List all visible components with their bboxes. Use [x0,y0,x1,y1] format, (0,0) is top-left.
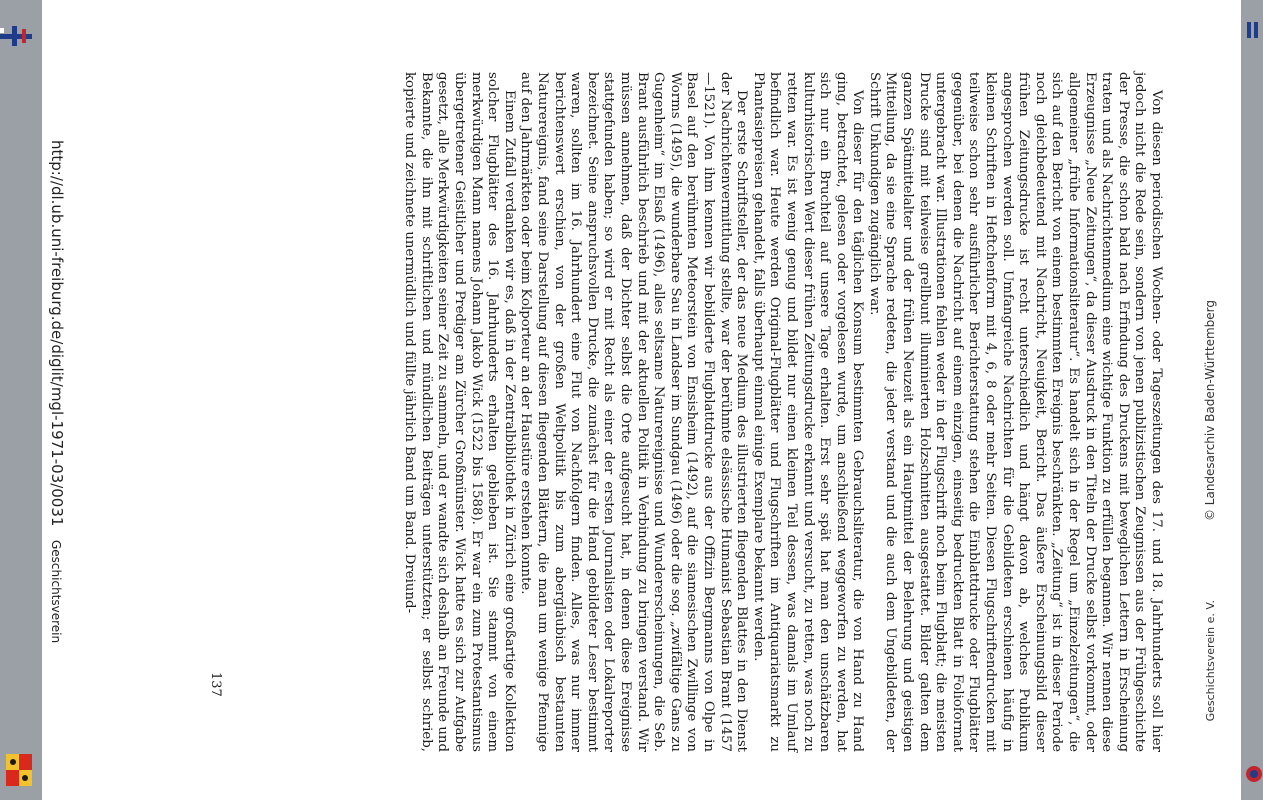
archive-logo-icon [0,26,32,46]
body-text [401,72,1164,752]
header-watermark-right: Geschichtsverein e. V. [1204,600,1217,722]
page-content [42,0,1241,800]
right-sidebar [1241,0,1263,800]
paragraph: Von dieser für den täglichen Konsum bestimmten Gebrauchsliteratur, die von Hand zu Hand ging, betrachtet, gelesen oder vorgelesen wurde, um anschließend weggeworfen zu werden, hat sich nur ein Bruchteil auf unsere Tage erhalten. Erst sehr spät hat man den unschätzbaren kulturhistorischen Wert dieser frühen Zeitungsdrucke erkannt und versucht, zu retten, was noch zu retten war. Es ist wenig genug und bildet nur einen kleinen Teil dessen, was damals im Umlauf befindlich war. Heute werden Original-Flugblätter und Flugschriften im Antiquariatsmarkt zu Phantasiepreisen gehandelt, falls überhaupt einmal einige Exemplare bekannt werden. [750,72,866,752]
footer-url-link[interactable]: http://dl.ub.uni-freiburg.de/diglit/mgl-1971-03/0031 [48,140,66,527]
footer-label: Geschichtsverein [49,540,63,644]
paragraph: Von diesen periodischen Wochen- oder Tageszeitungen des 17. und 18. Jahrhunderts soll hier jedoch nicht die Rede sein, sondern von jenen publizistischen Zeugnissen aus der Frühgeschichte der Presse, die schon bald nach Erfindung des Druckens mit beweglichen Lettern in Erscheinung traten und als Nachrichtenmedium eine wichtige Funktion zu erfüllen begannen. Wir nennen diese Erzeugnisse „Neue Zeitungen“, da dieser Ausdruck in den Titeln der Drucke selbst vorkommt, oder allgemeiner „frühe Informationsliteratur“. Es handelt sich in der Regel um „Einzelzeitungen“, die sich auf den Bericht von einem bestimmten Ereignis beschränkten. „Zeitung“ ist in dieser Periode noch gleichbedeutend mit Nachricht, Neuigkeit, Bericht. Das äußere Erscheinungsbild dieser frühen Zeitungsdrucke ist recht unterschiedlich und hängt davon ab, welches Publikum angesprochen werden soll. Umfangreiche Nachrichten für die Gebildeten erschienen häufig in kleinen Schriften in Heftchenform mit 4, 6, 8 oder mehr Seiten. Diesen Flugschriftendrucken mit teilweise schon sehr ausführlicher Berichterstattung stehen die Einblattdrucke oder Flugblätter gegenüber, bei denen die Nachricht auf einem einzigen, einseitig bedruckten Blatt in Folioformat untergebracht war. Illustrationen fehlen weder in der Flugschrift noch beim Flugblatt; die meisten Drucke sind mit teilweise grellbunt illuminierten Holzschnitten ausgestattet. Bilder galten dem ganzen Spätmittelalter und der frühen Neuzeit als ein Hauptmittel der Belehrung und geistigen Mitteilung, da sie eine Sprache redeten, die jeder verstand und die auch dem Ungebildeten, der Schrift Unkundigen zugänglich war. [866,72,1164,752]
paragraph: Einem Zufall verdanken wir es, daß in der Zentralbibliothek in Zürich eine großartige Kollektion solcher Flugblätter des 16. Jahrhunderts erhalten geblieben ist. Sie stammt von einem merkwürdigen Mann namens Johann Jakob Wick (1522 bis 1588). Er war ein zum Protestantismus übergetretener Geistlicher und Prediger am Zürcher Großmünster. Wick hatte es sich zur Aufgabe gesetzt, alle Merkwürdigkeiten seiner Zeit zu sammeln, und er wandte sich deshalb an Freunde und Bekannte, die ihn mit schriftlichen und mündlichen Beiträgen unterstützten; er selbst schrieb, kopierte und zeichnete unermüdlich und füllte jährlich Band um Band. Dreiund- [402,72,517,752]
emblem-icon [1245,760,1263,788]
archive-mark-icon [1247,22,1259,38]
coat-of-arms-icon [4,752,36,788]
header-watermark: © Landesarchiv Baden-Württemberg [1203,300,1217,522]
scanned-page [42,0,1241,800]
paragraph: Der erste Schriftsteller, der das neue Medium des illustrierten fliegenden Blattes in den Dienst der Nachrichtenvermittlung stellte, war der berühmte elsässische Humanist Sebastian Brant (1457—1521). Von ihm kennen wir bebilderte Flugblattdrucke aus der Offizin Bergmanns von Olpe in Basel auf den berühmten Meteorstein von Ensisheim (1492), auf die siamesischen Zwillinge von Worms (1495), die wunderbare Sau in Landser im Sundgau (1496) oder die sog. „zwifältige Gans zu Gugenheim“ im Elsaß (1496), alles seltsame Naturereignisse und Wundererscheinungen, die Seb. Brant ausführlich beschrieb und mit der aktuellen Politik in Verbindung zu bringen verstand. Wir müssen annehmen, daß der Dichter selbst die Orte aufgesucht hat, in denen diese Ereignisse stattgefunden haben; so wird er mit Recht als einer der ersten Journalisten oder Lokalreporter bezeichnet. Seine anspruchsvollen Drucke, die zunächst für die Hand gebildeter Leser bestimmt waren, sollten im 16. Jahrhundert eine Flut von Nachfolgern finden. Alles, was nur immer berichtenswert erschien, von der großen Weltpolitik bis zum abergläubisch bestaunten Naturereignis, fand seine Darstellung auf diesen fliegenden Blättern, die man um wenige Pfennige auf den Jahrmärkten oder beim Kolporteur an der Haustüre erstehen konnte. [518,72,750,752]
left-sidebar [0,0,42,800]
page-number: 137 [208,672,223,697]
